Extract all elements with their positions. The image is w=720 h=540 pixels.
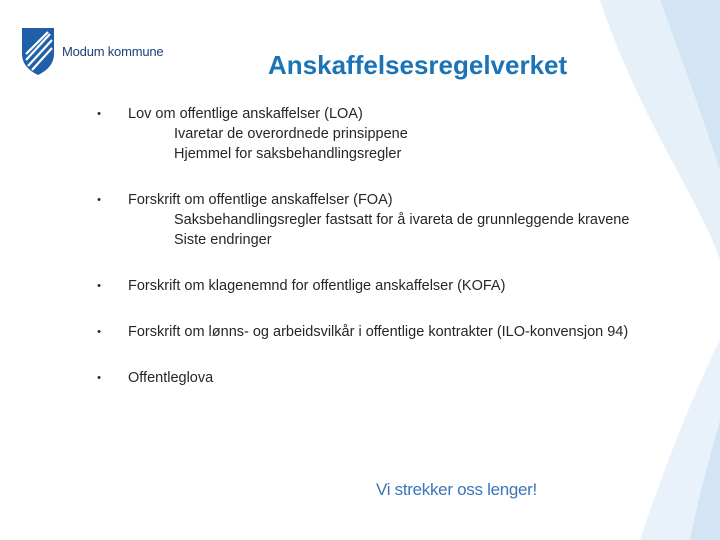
list-item — [94, 368, 694, 388]
list-item-text: Forskrift om lønns- og arbeidsvilkår i offentlige kontrakter (ILO-konvensjon 94) — [128, 324, 629, 340]
list-item — [94, 104, 694, 164]
bullet-icon: • — [97, 194, 101, 206]
logo-text: Modum kommune — [62, 43, 164, 59]
logo — [20, 26, 163, 76]
slogan: Vi strekker oss lenger! — [376, 480, 537, 499]
bullet-list — [94, 104, 694, 388]
bullet-icon: • — [97, 108, 101, 120]
bullet-icon: • — [97, 372, 101, 384]
list-item-text: Forskrift om offentlige anskaffelser (FOA) — [128, 192, 393, 208]
sub-item-text: Ivaretar de overordnede prinsippene — [174, 126, 408, 142]
list-item-text: Forskrift om klagenemnd for offentlige anskaffelser (KOFA) — [128, 278, 506, 294]
list-item — [94, 276, 694, 296]
municipal-shield-icon — [20, 26, 56, 76]
list-item — [94, 190, 694, 250]
list-item — [94, 322, 694, 342]
sub-item-text: Siste endringer — [174, 232, 272, 248]
list-item-text: Lov om offentlige anskaffelser (LOA) — [128, 106, 363, 122]
list-item-text: Offentleglova — [128, 370, 214, 386]
page-title: Anskaffelsesregelverket — [268, 50, 568, 80]
bullet-icon: • — [97, 326, 101, 338]
bullet-icon: • — [97, 280, 101, 292]
sub-item-text: Saksbehandlingsregler fastsatt for å ivareta de grunnleggende kravene — [174, 212, 630, 228]
sub-item-text: Hjemmel for saksbehandlingsregler — [174, 146, 402, 162]
